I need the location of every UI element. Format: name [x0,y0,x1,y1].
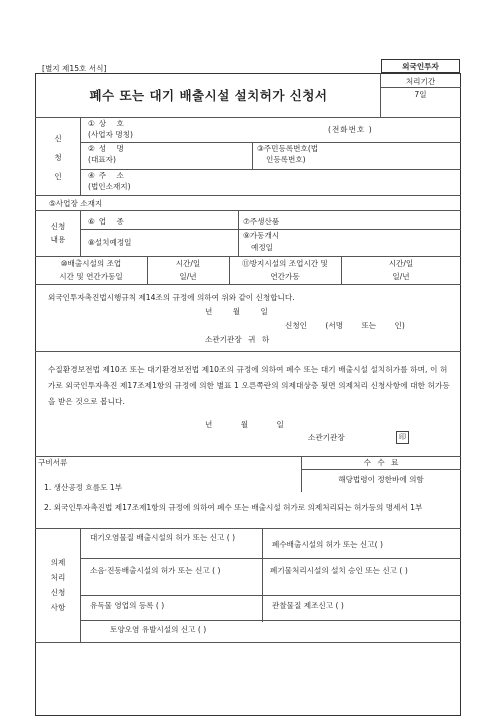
address-label: ④주 소 [88,171,128,180]
form-number-label: [별지 제15호 서식] [42,64,107,73]
category-label: 외국인투자 [402,62,439,71]
business-type-label: ⑥업 종 [88,217,128,226]
approval-signer: 소관기관장 [308,433,345,442]
seal-mark: 印 [396,431,409,444]
phone-label: (전화번호 ) [328,125,373,134]
documents-label: 구비서류 [38,458,68,467]
declaration-addressee: 소관기관장 귀 하 [205,335,270,344]
reg-no-sub-label: 인등록번호) [266,155,306,164]
prevention-unit-hours: 시간/일 [388,259,414,268]
deemed-item-3: 소음·진동배출시설의 허가 또는 신고 ( ) [90,566,221,575]
emission-hours-label-1: ⑩배출시설의 조업 [60,259,122,268]
processing-period-value: 7일 [414,90,427,99]
deemed-item-6: 관찰물질 제조신고 ( ) [272,601,344,610]
emission-unit-days: 일/년 [179,272,197,281]
reg-no-label: ③주민등록번호(법 [257,144,319,153]
prevention-hours-label-2: 연간가동 [270,272,300,281]
emission-unit-hours: 시간/일 [175,259,201,268]
deemed-item-7: 토양오염 유발시설의 신고 ( ) [110,625,207,634]
declaration-text: 외국인투자촉진법시행규칙 제14조의 규정에 의하여 위와 같이 신청합니다. [48,293,295,302]
site-location-label: ⑤사업장 소재지 [49,199,103,208]
document-item-1: 1. 생산공정 흐름도 1부 [44,483,123,492]
deemed-item-5: 유독물 영업의 등록 ( ) [90,601,165,610]
fee-label: 수 수 료 [363,458,399,467]
declaration-date: 년 월 일 [205,307,268,316]
category-box [381,59,460,73]
trade-name-label: ①상 호 [88,119,128,128]
emission-hours-label-2: 시간 및 연간가동일 [59,272,123,281]
main-product-label: ⑦주생산품 [243,217,280,226]
name-sub-label: (대표자) [88,155,116,164]
document-item-2: 2. 외국인투자촉진법 제17조제1항의 규정에 의하여 폐수 또는 배출시설 허가로 의제처리되는 허가등의 명세서 1부 [44,503,423,512]
prevention-hours-label-1: ⑪방지시설의 조업시간 및 [242,259,328,268]
application-section-label: 신청 내용 [50,222,66,244]
deemed-section-label: 의제 처리 신청 사항 [50,558,66,612]
address-sub-label: (법인소재지) [88,182,131,191]
deemed-item-2: 폐수배출시설의 허가 또는 신고( ) [272,540,383,549]
form-title: 폐수 또는 대기 배출시설 설치허가 신청서 [89,88,328,103]
approval-date: 년 월 일 [205,420,284,429]
processing-period-label: 처리기간 [405,77,436,86]
start-date-label-1: ⑨가동개시 [243,231,280,240]
prevention-unit-days: 일/년 [392,272,410,281]
name-label: ②성 명 [88,144,128,153]
deemed-item-4: 폐기물처리시설의 설치 승인 또는 신고 ( ) [270,566,408,575]
start-date-label-2: 예정일 [251,243,274,252]
approval-text: 수질환경보전법 제10조 또는 대기환경보전법 제10조의 규정에 의하여 폐수 또는 대기 배출시설 설치허가를 하며, 이 허가로 외국인투자촉진 제17조제1항의 규정에 의한 별표 1 오른쪽란의 의제대상층 뒷면 의제처리 신청사항에 대한 허가등을 받은 것으로 봅니다. [48,365,450,406]
fee-value: 해당법령이 정한바에 의함 [338,475,424,484]
declaration-signer: 신청인 (서명 또는 인) [285,321,405,330]
install-date-label: ⑧설치예정일 [88,238,132,247]
deemed-item-1: 대기오염물질 배출시설의 허가 또는 신고 ( ) [90,533,236,542]
trade-name-sub-label: (사업자 명칭) [88,130,134,139]
applicant-section-label: 신 청 인 [54,134,62,181]
